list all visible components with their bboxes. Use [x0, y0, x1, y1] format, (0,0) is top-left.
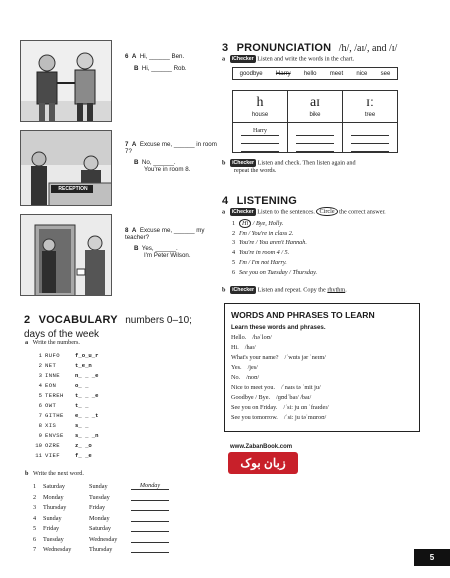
speaker-label: A [131, 227, 137, 234]
scrambled-row [33, 381, 153, 391]
words-box-title: WORDS AND PHRASES TO LEARN [231, 310, 375, 320]
ichecker-icon[interactable]: iChecker [232, 287, 255, 293]
listening-heading [222, 191, 297, 209]
answer-hint[interactable]: n_ _ _e [75, 372, 99, 379]
listening-item [232, 248, 412, 258]
chart-blank-line[interactable] [296, 136, 334, 144]
watermark-logo [228, 452, 298, 474]
dialogue-line: No, ______. [141, 159, 176, 166]
chart-word: house [233, 111, 287, 123]
item-number: 6 [38, 402, 42, 409]
item-number: 5 [33, 525, 37, 532]
vocab-a-instruction [25, 339, 80, 346]
classroom-door-scene-image [21, 215, 112, 296]
chart-entry[interactable] [351, 127, 389, 136]
instruction-text: Listen to the sentences. [257, 208, 315, 216]
days-row [33, 503, 183, 514]
words-phrases-box [224, 303, 420, 432]
phrase-word: No. [231, 374, 241, 381]
instruction-text: Listen and check. Then listen again and [257, 159, 356, 167]
item-number: 3 [33, 504, 37, 511]
vocabulary-heading [24, 310, 224, 340]
item-number: 7 [33, 546, 37, 553]
answer-hint[interactable]: s_ _ [75, 422, 89, 429]
phrase-pronunciation: /noʊ/ [246, 374, 260, 381]
instruction-text: Listen and repeat. Copy the [257, 286, 326, 294]
scrambled-word: VIEF [45, 452, 61, 459]
phrase-word: Yes. [231, 364, 242, 371]
ichecker-icon[interactable]: iChecker [231, 56, 254, 62]
section-title: PRONUNCIATION [236, 42, 332, 54]
scrambled-row [33, 391, 153, 401]
speaker-label: B [134, 159, 139, 166]
word-bank-item: hello [303, 70, 317, 77]
item-number: 2 [33, 493, 37, 501]
answer-hint[interactable]: t_ _ [75, 402, 89, 409]
underlined-word: rhythm [327, 286, 346, 294]
answer-hint[interactable]: f_ _e [75, 452, 92, 459]
answer-hint[interactable]: t_e_n [75, 362, 92, 369]
scrambled-word: EON [45, 382, 57, 389]
phrase-pronunciation: /ɡʊdˈbaɪ/ /baɪ/ [276, 394, 312, 401]
scrambled-word: ENVSE [45, 432, 64, 439]
day-second: Monday [89, 514, 110, 522]
phrase-pronunciation: /ˈsi: ju təˈmɑroʊ/ [283, 414, 327, 421]
words-box-subtitle: Learn these words and phrases. [231, 324, 326, 331]
answer-hint[interactable]: s_ _ _n [75, 432, 99, 439]
dialogue-num: 8 [125, 227, 129, 234]
listen-b-instruction [222, 286, 432, 294]
item-text[interactable]: / Bye, Holly. [252, 220, 284, 227]
item-number: 6 [232, 268, 236, 276]
dialogue-line: Hi, ______ Ben. [139, 53, 185, 60]
day-first: Thursday [43, 504, 67, 511]
day-first: Wednesday [43, 546, 72, 553]
phrase-row [231, 403, 413, 413]
chart-word: bike [288, 111, 342, 123]
phrase-row [231, 383, 413, 393]
listening-item [232, 219, 412, 229]
instruction-text: Listen and write the words in the chart. [257, 55, 355, 63]
chart-entry[interactable]: Harry [241, 127, 279, 136]
item-number: 4 [38, 382, 42, 389]
dialogue-num: 7 [125, 141, 129, 148]
item-number: 7 [38, 412, 42, 419]
item-number: 5 [232, 258, 236, 266]
chart-blank-line[interactable] [241, 136, 279, 144]
day-first: Monday [43, 493, 64, 501]
chart-word: tree [343, 111, 397, 123]
day-first: Friday [43, 525, 60, 532]
page-number-tab [414, 549, 450, 566]
phonetic-symbol: aɪ [309, 95, 321, 110]
exercise-label: b [222, 286, 226, 294]
listening-item [232, 238, 412, 248]
item-number: 1 [38, 352, 42, 359]
scrambled-row [33, 451, 153, 461]
word-bank-item: see [380, 70, 391, 77]
phonetic-symbol: h [256, 95, 264, 110]
scrambled-row [33, 431, 153, 441]
item-number: 5 [38, 392, 42, 399]
dialogue-line: Hi, ______ Rob. [141, 65, 187, 72]
days-row [33, 482, 183, 493]
phonetic-symbol: ɪː [366, 95, 374, 110]
word-bank-item: goodbye [239, 70, 263, 77]
scrambled-word: RUFO [45, 352, 61, 359]
answer-hint[interactable]: e_ _ _t [75, 412, 99, 419]
answer-hint[interactable]: f_o_u_r [75, 352, 99, 359]
speaker-label: B [134, 245, 139, 252]
phrase-row [231, 363, 413, 373]
dialogue-line: Yes, ______. [141, 245, 178, 252]
days-row [33, 493, 183, 504]
exercise-label: a [222, 208, 226, 216]
item-number: 10 [35, 442, 42, 449]
day-answer-field[interactable]: Monday [131, 482, 169, 490]
day-second: Tuesday [89, 493, 110, 501]
phrase-pronunciation: /ˈwɑts jər ˈneɪm/ [284, 354, 326, 361]
days-row [33, 535, 183, 546]
speaker-label: B [134, 65, 139, 72]
phrase-row [231, 353, 413, 363]
word-bank-item: meet [329, 70, 344, 77]
illustration-7 [20, 130, 112, 206]
listening-item [232, 268, 412, 278]
phrase-word: What's your name? [231, 354, 279, 361]
word-bank-item: nice [356, 70, 368, 77]
pronunciation-heading [222, 38, 397, 56]
scrambled-numbers-list [33, 351, 153, 461]
pron-b-instruction [222, 159, 422, 174]
sound-chart [232, 90, 398, 153]
phrase-pronunciation: /haɪ/ [244, 344, 256, 351]
section-number: 2 [24, 314, 31, 326]
section-subtitle: /h/, /aɪ/, and /ɪ/ [338, 43, 398, 54]
page-number: 5 [429, 553, 435, 562]
days-of-week-list [33, 482, 183, 556]
ichecker-icon[interactable]: iChecker [232, 160, 255, 166]
scrambled-row [33, 401, 153, 411]
day-first: Tuesday [43, 535, 64, 543]
speaker-label: A [131, 53, 137, 60]
exercise-label: b [222, 159, 226, 167]
phrase-word: Hello. [231, 334, 247, 341]
illustration-8 [20, 214, 112, 296]
sound-column [233, 91, 287, 152]
instruction-text: . [345, 286, 347, 294]
scrambled-word: GITHE [45, 412, 64, 419]
scrambled-row [33, 351, 153, 361]
phrase-row [231, 343, 413, 353]
brand-text: زبان بوک [240, 456, 286, 470]
phrase-word: Goodbye / Bye. [231, 394, 271, 401]
instruction-text: Write the next word. [32, 470, 84, 477]
scrambled-row [33, 421, 153, 431]
section-subtitle: numbers 0–10; [125, 315, 192, 326]
word-bank [232, 67, 398, 80]
item-text[interactable]: I'm / I'm not Harry. [239, 258, 287, 266]
item-number: 3 [38, 372, 42, 379]
chart-blank-line[interactable] [241, 144, 279, 152]
dialogue-line: Excuse me, ______ in room 7? [125, 141, 217, 155]
dialogue-8 [125, 227, 225, 259]
speaker-label: A [131, 141, 137, 148]
day-second: Thursday [89, 546, 113, 553]
day-first: Saturday [43, 483, 65, 490]
days-row [33, 514, 183, 525]
item-text[interactable]: You're in room 4 / 5. [239, 249, 290, 257]
exercise-label: b [25, 470, 29, 477]
phrase-word: Nice to meet you. [231, 384, 275, 391]
scrambled-row [33, 371, 153, 381]
days-row [33, 545, 183, 556]
day-answer-field[interactable] [131, 545, 169, 553]
ichecker-icon[interactable]: iChecker [231, 209, 254, 215]
dialogue-6 [125, 53, 225, 72]
scrambled-word: INNE [45, 372, 61, 379]
item-number: 8 [38, 422, 42, 429]
instruction-text: Write the numbers. [32, 339, 80, 346]
circle-word: Circle [316, 207, 337, 216]
instruction-text: the correct answer. [339, 208, 386, 216]
circled-answer[interactable]: Hi [239, 219, 251, 228]
item-text[interactable]: You're / You aren't Hannah. [239, 239, 307, 247]
scrambled-row [33, 441, 153, 451]
item-number: 6 [33, 535, 37, 543]
section-number: 3 [222, 42, 229, 54]
pron-a-instruction [222, 55, 354, 63]
watermark-url: www.ZabanBook.com [230, 444, 293, 450]
section-number: 4 [222, 195, 229, 207]
chart-entry[interactable] [296, 127, 334, 136]
day-answer-field[interactable] [131, 503, 169, 511]
section-subtitle: days of the week [24, 329, 100, 340]
day-answer-field[interactable] [131, 514, 169, 522]
exercise-label: a [222, 55, 226, 63]
phrase-pronunciation: /həˈloʊ/ [252, 334, 272, 341]
section-title: VOCABULARY [38, 314, 118, 326]
greeting-scene-image [21, 41, 112, 122]
phrase-word: See you on Friday. [231, 404, 278, 411]
dialogue-7 [125, 141, 225, 173]
scrambled-row [33, 411, 153, 421]
scrambled-word: OWT [45, 402, 57, 409]
chart-blank-line[interactable] [351, 144, 389, 152]
day-first: Sunday [43, 514, 62, 522]
reception-scene-image [21, 131, 112, 206]
phrase-word: See you tomorrow. [231, 414, 278, 421]
exercise-label: a [25, 339, 29, 346]
scrambled-word: TEREH [45, 392, 64, 399]
item-number: 4 [33, 514, 37, 522]
listening-item [232, 229, 412, 239]
section-title: LISTENING [236, 195, 298, 207]
day-second: Wednesday [89, 535, 118, 543]
day-second: Saturday [89, 525, 111, 532]
word-bank-item: Harry [275, 70, 291, 77]
item-text[interactable]: See you on Tuesday / Thursday. [239, 268, 318, 276]
item-number: 9 [38, 432, 42, 439]
listen-a-instruction [222, 208, 432, 216]
instruction-text: repeat the words. [234, 167, 277, 174]
scrambled-word: OZRE [45, 442, 61, 449]
chart-blank-line[interactable] [351, 136, 389, 144]
phrase-row [231, 373, 413, 383]
phrase-pronunciation: /ˈnaɪs tə ˈmit ju/ [281, 384, 321, 391]
item-number: 11 [35, 452, 42, 459]
phrase-row [231, 333, 413, 343]
scrambled-word: NET [45, 362, 57, 369]
vocab-b-instruction [25, 470, 84, 477]
days-row [33, 524, 183, 535]
answer-hint[interactable]: z_ _o [75, 442, 92, 449]
listening-items-list [232, 219, 412, 277]
item-number: 1 [33, 483, 37, 490]
scrambled-word: XIS [45, 422, 57, 429]
listening-item [232, 258, 412, 268]
answer-hint[interactable]: t_ _ _e [75, 392, 99, 399]
item-number: 1 [232, 220, 236, 227]
dialogue-line: You're in room 8. [144, 166, 191, 173]
day-second: Friday [89, 504, 106, 511]
dialogue-line: I'm Peter Wilson. [144, 252, 191, 259]
day-answer-field[interactable] [131, 493, 169, 501]
item-number: 2 [232, 229, 236, 237]
answer-hint[interactable]: o_ _ [75, 382, 89, 389]
sound-column [287, 91, 342, 152]
day-answer-field[interactable] [131, 524, 169, 532]
phrase-word: Hi. [231, 344, 239, 351]
item-text[interactable]: I'm / You're in class 2. [239, 229, 294, 237]
sound-column [342, 91, 397, 152]
scrambled-row [33, 361, 153, 371]
phrase-row [231, 413, 413, 423]
item-number: 3 [232, 239, 236, 247]
chart-blank-line[interactable] [296, 144, 334, 152]
phrase-row [231, 393, 413, 403]
dialogue-num: 6 [125, 53, 129, 60]
dialogue-line: Excuse me, ______ my teacher? [125, 227, 205, 241]
words-rows [225, 333, 419, 423]
day-second: Sunday [89, 483, 108, 490]
item-number: 2 [38, 362, 42, 369]
item-number: 4 [232, 249, 236, 257]
phrase-pronunciation: /ˈsi: ju ɑn ˈfraɪdeɪ/ [283, 404, 329, 411]
phrase-pronunciation: /jes/ [247, 364, 258, 371]
day-answer-field[interactable] [131, 535, 169, 543]
reception-sign: RECEPTION [58, 186, 88, 192]
illustration-6 [20, 40, 112, 122]
